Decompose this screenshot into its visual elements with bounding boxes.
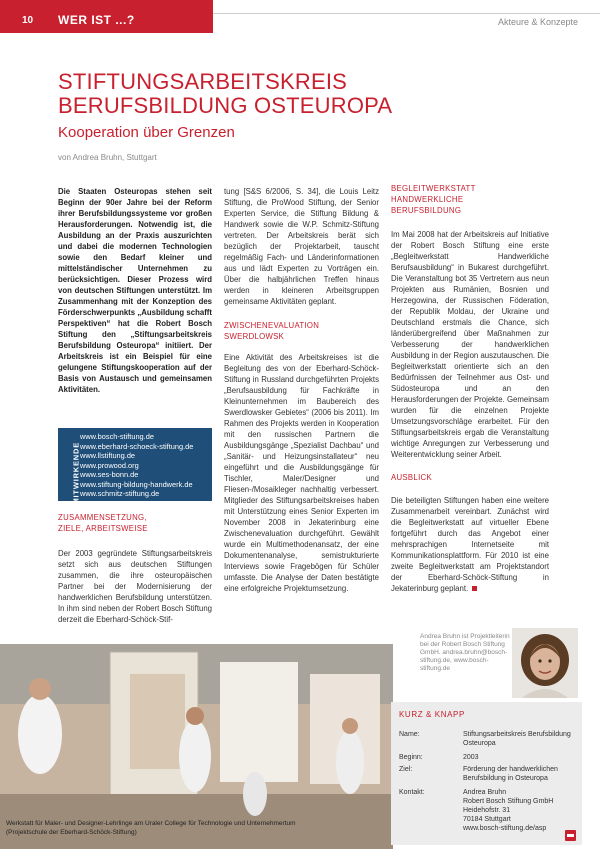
body-paragraph: Eine Aktivität des Arbeitskreises ist die Begleitung des von der Eberhard-Schöck-Stiftung in Russland durchgeführten Projekts „Berufsausbildung für Fachkräfte in Kleinunternehmen im Baubereich des Swerdlowsker Gebietes“ (2006 bis 2011). Im Rahmen des Projekts werden in Kooperation mit den russischen Partnern die Ausbildungsgänge „Spezialist Dachbau“ und „Sanitär- und Heizungsinstallateur“ neu eingeführt und die Ausbildungsgänge für Tischler, Maler/Designer und Fliesen-/Mosaikleger nachhaltig verbessert. Mitglieder des Stiftungsarbeitskreises haben mit Unterstützung eines Senior Experten im November 2008 in Jekaterinburg eine Zwischenevaluation durchgeführt. Gewählt wurde ein Multimethodenansatz, der eine Dokumentenanalyse, semistrukturierte Interviews sowie Fragebögen für Schüler umfasste. Die Analyse der Daten bestätigte eine erfolgreiche Projektumsetzung. [224, 353, 379, 593]
column-3 [391, 183, 549, 594]
contributors-list [80, 432, 193, 499]
article-title [58, 70, 458, 118]
heading-ausblick: AUSBLICK [391, 473, 432, 482]
ausblick-text: Die beteiligten Stiftungen haben eine weitere Zusammenarbeit vereinbart. Zunächst wird die Begleitwerkstatt auf virtueller Ebene fortgeführt durch das Angebot einer mehrsprachigen Internetseite mit Kommunikationsplattform. Für 2010 ist eine zweite Begleitwerkstatt am Projektstandort der Eberhard-Schöck-Stiftung in Jekaterinburg geplant. [391, 496, 549, 593]
heading-line: ZIELE, ARBEITSWEISE [58, 524, 148, 533]
contributor-link[interactable]: www.llstiftung.de [80, 451, 136, 460]
contributor-link[interactable]: www.schmitz-stiftung.de [80, 489, 160, 498]
page-number: 10 [22, 15, 34, 26]
kk-value: 2003 [463, 754, 479, 761]
contributor-link[interactable]: www.eberhard-schoeck-stiftung.de [80, 441, 194, 451]
end-mark-icon [472, 586, 477, 591]
kk-value [463, 788, 581, 833]
contact-name: Andrea Bruhn [463, 789, 507, 796]
kurz-knapp-title: KURZ & KNAPP [399, 710, 465, 719]
section-label: WER IST ...? [58, 13, 135, 27]
heading-zusammensetzung [58, 512, 212, 534]
kk-key: Beginn: [399, 754, 423, 761]
title-line-2: BERUFSBILDUNG OSTEUROPA [58, 93, 393, 118]
heading-line: BERUFSBILDUNG [391, 206, 462, 215]
header-category: Akteure & Konzepte [497, 17, 578, 27]
contributors-label: MITWIRKENDE [71, 441, 81, 505]
body-paragraph: Der 2003 gegründete Stiftungsarbeitskreis setzt sich aus deutschen Stiftungen zusammen, die ihre osteuropäischen Partner bei der Modernisierung der handwerklichen Berufsbildung unterstützen. In ihm sind neben der Robert Bosch Stiftung derzeit die Eberhard-Schöck-Stif- [58, 549, 212, 624]
print-icon [565, 830, 576, 841]
body-paragraph: tung [S&S 6/2006, S. 34], die Louis Leitz Stiftung, die ProWood Stiftung, der Senior Experten Service, die Stiftung Bildung & Handwerk sowie die W.P. Schmitz-Stiftung vertreten. Der Arbeitskreis berät sich bezüglich der Projektarbeit, tauscht regelmäßig Fach- und Länderinformationen aus und lädt Experten zu Vorträgen ein. Über die halbjährlichen Treffen hinaus werden in kleineren Arbeitsgruppen gemeinsame Aktivitäten geplant. [224, 187, 379, 306]
contributor-link[interactable]: www.bosch-stiftung.de [80, 432, 154, 441]
article-subtitle: Kooperation über Grenzen [58, 124, 235, 141]
kurz-knapp-box [391, 702, 582, 845]
heading-zwischenevaluation: ZWISCHENEVALUATION SWERDLOWSK [224, 321, 320, 341]
photo-caption: Werkstatt für Maler- und Designer-Lehrlinge am Uraler College für Technologie und Unternehmertum (Projektschule der Eberhard-Schöck-Stiftung) [6, 820, 296, 836]
kk-key: Ziel: [399, 766, 413, 773]
kk-key: Kontakt: [399, 789, 425, 796]
contributors-box [58, 428, 212, 505]
kk-value: Förderung der handwerklichen Berufsbildung in Osteuropa [463, 766, 558, 782]
contributor-link[interactable]: www.ses-bonn.de [80, 470, 139, 479]
body-paragraph: Im Mai 2008 hat der Arbeitskreis auf Initiative der Robert Bosch Stiftung eine erste „Begleitwerkstatt Handwerkliche Berufsausbildung“ in Bukarest durchgeführt. Die Veranstaltung bot 35 Vertretern aus neun Projekten aus Rumänien, Bosnien und Herzegowina, der Russischen Föderation, der Republik Moldau, der Ukraine und Deutschland erstmals die Chance, sich länderübergreifend über Maßnahmen zur Verbesserung der handwerklichen Ausbildung in der Region auszutauschen. Die Begleitwerkstatt orientierte sich an den Bedürfnissen der Teilnehmer aus Ost- und Südosteuropa und an den Herausforderungen der Projekte. Gemeinsam wurden für die einzelnen Projekte Umsetzungsvorschläge erarbeitet. Für den Stiftungsarbeitskreis ergab die Veranstaltung wichtige Anregungen zur Verbesserung und Weiterentwicklung seiner Arbeit. [391, 230, 549, 459]
author-portrait [512, 628, 578, 698]
heading-line: ZUSAMMENSETZUNG, [58, 513, 147, 522]
contact-street: Heidehofstr. 31 [463, 807, 511, 814]
column-2 [224, 186, 379, 594]
kk-key: Name: [399, 731, 420, 738]
kk-value: Stiftungsarbeitskreis Berufsbildung Osteuropa [463, 731, 571, 747]
column-1-body [58, 512, 212, 625]
workshop-illustration [0, 644, 393, 849]
heading-begleitwerkstatt [391, 183, 549, 216]
article-author: von Andrea Bruhn, Stuttgart [58, 153, 157, 162]
author-bio: Andrea Bruhn ist Projektleiterin bei der Robert Bosch Stiftung GmbH. andrea.bruhn@bosch-stiftung.de, www.bosch-stiftung.de [420, 633, 510, 672]
contributor-link[interactable]: www.prowood.org [80, 460, 139, 470]
title-line-1: STIFTUNGSARBEITSKREIS [58, 69, 348, 94]
column-1-lead [58, 186, 212, 395]
contact-url[interactable]: www.bosch-stiftung.de/asp [463, 825, 547, 832]
workshop-photo [0, 644, 393, 849]
heading-line: BEGLEITWERKSTATT HANDWERKLICHE [391, 184, 476, 204]
contributor-link[interactable]: www.stiftung-bildung-handwerk.de [80, 479, 193, 489]
body-paragraph [391, 495, 549, 594]
lead-paragraph: Die Staaten Osteuropas stehen seit Beginn der 90er Jahre bei der Reform ihrer Berufsbildungssysteme vor großen Herausforderungen. Notwendig ist, die Ausbildung an der Praxis auszurichten und dabei die modernen Technologien sowie den Bedarf kleiner und mittelständischer Unternehmen zu berücksichtigen. Dieser Prozess wird von deutschen Stiftungen unterstützt. Im Zusammenhang mit der Konzeption des Förderschwerpunkts „Ausbildung schafft Perspektiven“ hat die Robert Bosch Stiftung den „Stiftungsarbeitskreis Berufsbildung Osteuropa“ initiiert. Der Arbeitskreis ist ein Beispiel für eine gelungene Stiftungskooperation auf der Basis von Austausch und gemeinsamen Aktivitäten. [58, 187, 212, 394]
contact-org: Robert Bosch Stiftung GmbH [463, 798, 554, 805]
contact-city: 70184 Stuttgart [463, 816, 511, 823]
section-tab [0, 0, 213, 33]
